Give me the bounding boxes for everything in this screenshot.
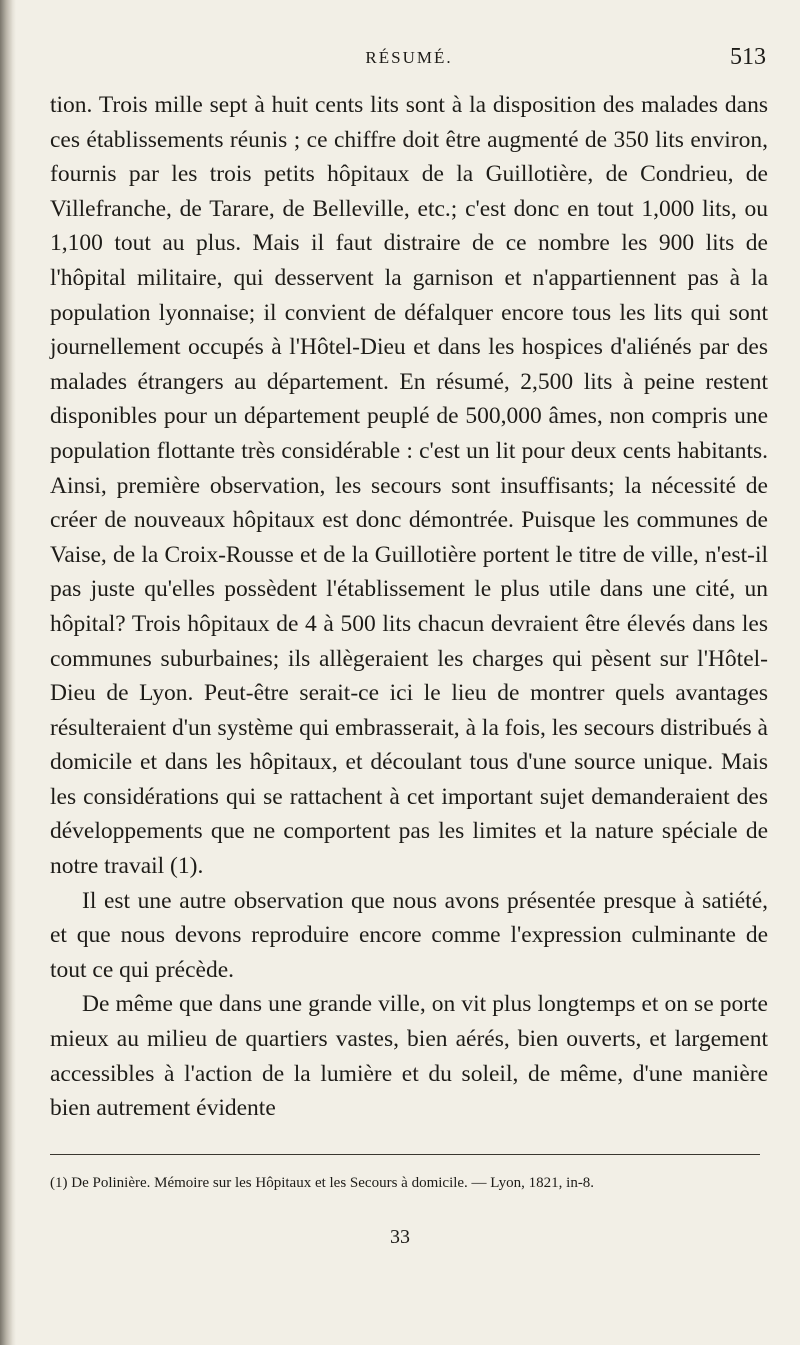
- page-binding-shadow: [0, 0, 16, 1345]
- body-text: [50, 88, 768, 1126]
- paragraph-grande-ville: De même que dans une grande ville, on vit plus longtemps et on se porte mieux au milieu de quartiers vastes, bien aérés, bien ouverts, et largement accessibles à l'action de la lumière et du soleil, de même, d'une manière bien autrement évidente: [50, 991, 768, 1122]
- paragraph-observation: Il est une autre observation que nous avons présentée presque à satiété, et que nous devons reproduire encore comme l'expression culminante de tout ce qui précède.: [50, 887, 768, 983]
- footnote-divider: [50, 1154, 760, 1155]
- paragraph-continued: tion. Trois mille sept à huit cents lits sont à la disposition des malades dans ces établissements réunis ; ce chiffre doit être augmenté de 350 lits environ, fournis par les trois petits hôpitaux de la Guillotière, de Condrieu, de Villefranche, de Tarare, de Belleville, etc.; c'est donc en tout 1,000 lits, ou 1,100 tout au plus. Mais il faut distraire de ce nombre les 900 lits de l'hôpital militaire, qui desservent la garnison et n'appartiennent pas à la population lyonnaise; il convient de défalquer encore tous les lits qui sont journellement occupés à l'Hôtel-Dieu et dans les hospices d'aliénés par des malades étrangers au département. En résumé, 2,500 lits à peine restent disponibles pour un département peuplé de 500,000 âmes, non compris une population flottante très considérable : c'est un lit pour deux cents habitants. Ainsi, première observation, les secours sont insuffisants; la nécessité de créer de nouveaux hôpitaux est donc démontrée. Puisque les communes de Vaise, de la Croix-Rousse et de la Guillotière portent le titre de ville, n'est-il pas juste qu'elles possèdent l'établissement le plus utile dans une cité, un hôpital? Trois hôpitaux de 4 à 500 lits chacun devraient être élevés dans les communes suburbaines; ils allègeraient les charges qui pèsent sur l'Hôtel-Dieu de Lyon. Peut-être serait-ce ici le lieu de montrer quels avantages résulteraient d'un système qui embrasserait, à la fois, les secours distribués à domicile et dans les hôpitaux, et découlant tous d'une source unique. Mais les considérations qui se rattachent à cet important sujet demanderaient des développements que ne comportent pas les limites et la nature spéciale de notre travail (1).: [50, 92, 768, 880]
- running-title: RÉSUMÉ.: [365, 48, 453, 67]
- page-header: [50, 44, 768, 88]
- signature-mark: 33: [390, 1226, 410, 1248]
- book-page: [50, 44, 768, 1193]
- page-number: 513: [730, 44, 766, 70]
- footnote: (1) De Polinière. Mémoire sur les Hôpitaux et les Secours à domicile. — Lyon, 1821, in-8.: [50, 1174, 595, 1191]
